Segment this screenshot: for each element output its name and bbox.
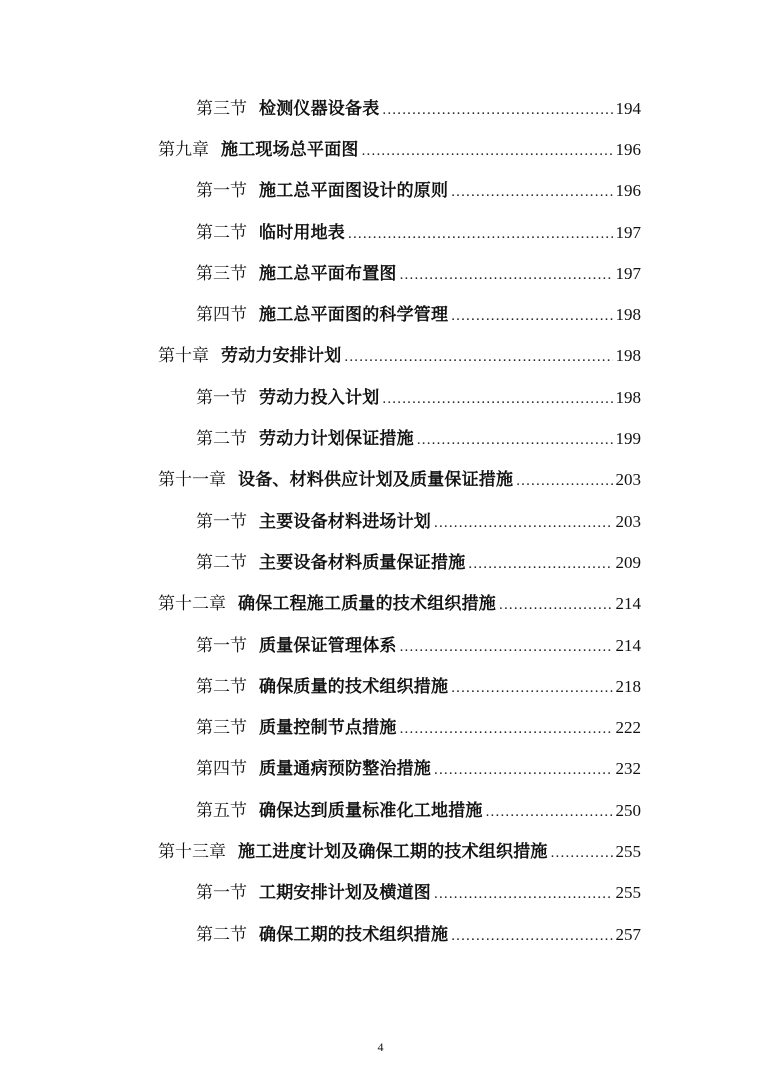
toc-entry-page-number: 222 (615, 718, 641, 738)
toc-dot-leader (382, 103, 612, 118)
toc-entry-page-number: 203 (615, 511, 641, 531)
toc-section-entry[interactable] (0, 707, 761, 748)
toc-section-entry[interactable] (0, 790, 761, 831)
table-of-contents (0, 88, 761, 955)
toc-section-entry[interactable] (0, 294, 761, 335)
toc-entry-page-number: 197 (615, 263, 641, 283)
toc-entry-number: 第十章 (158, 346, 209, 367)
toc-dot-leader (362, 144, 613, 159)
toc-entry-title: 劳动力投入计划 (259, 387, 380, 408)
toc-entry-number: 第九章 (158, 139, 209, 160)
toc-chapter-entry[interactable] (0, 460, 761, 501)
toc-entry-title: 工期安排计划及横道图 (259, 883, 431, 904)
toc-entry-number: 第三节 (196, 718, 247, 739)
toc-dot-leader (516, 474, 612, 489)
toc-entry-page-number: 209 (615, 552, 641, 572)
toc-dot-leader (434, 516, 613, 531)
toc-dot-leader (434, 763, 613, 778)
toc-entry-number: 第一节 (196, 181, 247, 202)
toc-dot-leader (486, 805, 613, 820)
toc-entry-number: 第二节 (196, 429, 247, 450)
toc-section-entry[interactable] (0, 542, 761, 583)
toc-entry-number: 第二节 (196, 552, 247, 573)
toc-dot-leader (344, 350, 612, 365)
toc-dot-leader (451, 681, 612, 696)
toc-entry-title: 确保达到质量标准化工地措施 (259, 800, 483, 821)
toc-entry-number: 第十一章 (158, 470, 226, 491)
toc-entry-page-number: 232 (615, 759, 641, 779)
toc-section-entry[interactable] (0, 171, 761, 212)
toc-entry-number: 第三节 (196, 98, 247, 119)
toc-section-entry[interactable] (0, 749, 761, 790)
toc-dot-leader (499, 598, 613, 613)
toc-entry-page-number: 214 (615, 594, 641, 614)
toc-entry-number: 第三节 (196, 263, 247, 284)
toc-entry-page-number: 214 (615, 635, 641, 655)
toc-dot-leader (382, 392, 612, 407)
toc-entry-page-number: 196 (615, 139, 641, 159)
toc-entry-number: 第二节 (196, 222, 247, 243)
toc-section-entry[interactable] (0, 873, 761, 914)
toc-section-entry[interactable] (0, 88, 761, 129)
toc-entry-number: 第一节 (196, 387, 247, 408)
toc-section-entry[interactable] (0, 253, 761, 294)
toc-entry-page-number: 255 (615, 841, 641, 861)
toc-entry-title: 主要设备材料质量保证措施 (259, 552, 466, 573)
toc-section-entry[interactable] (0, 377, 761, 418)
toc-entry-page-number: 198 (615, 387, 641, 407)
toc-entry-title: 检测仪器设备表 (259, 98, 380, 119)
toc-entry-page-number: 197 (615, 222, 641, 242)
toc-entry-page-number: 255 (615, 883, 641, 903)
toc-entry-page-number: 250 (615, 800, 641, 820)
toc-entry-page-number: 198 (615, 305, 641, 325)
toc-entry-title: 劳动力计划保证措施 (259, 429, 414, 450)
toc-entry-title: 确保质量的技术组织措施 (259, 676, 449, 697)
toc-section-entry[interactable] (0, 501, 761, 542)
toc-entry-title: 质量控制节点措施 (259, 718, 397, 739)
toc-entry-page-number: 257 (615, 924, 641, 944)
toc-dot-leader (400, 722, 613, 737)
toc-entry-title: 设备、材料供应计划及质量保证措施 (238, 470, 514, 491)
toc-dot-leader (400, 268, 613, 283)
toc-section-entry[interactable] (0, 666, 761, 707)
toc-chapter-entry[interactable] (0, 129, 761, 170)
toc-chapter-entry[interactable] (0, 336, 761, 377)
toc-dot-leader (451, 929, 612, 944)
toc-entry-number: 第十三章 (158, 841, 226, 862)
toc-entry-title: 确保工程施工质量的技术组织措施 (238, 594, 496, 615)
toc-entry-number: 第一节 (196, 511, 247, 532)
toc-section-entry[interactable] (0, 418, 761, 459)
toc-entry-page-number: 199 (615, 429, 641, 449)
toc-entry-title: 劳动力安排计划 (221, 346, 342, 367)
toc-section-entry[interactable] (0, 212, 761, 253)
toc-dot-leader (451, 185, 612, 200)
toc-entry-number: 第一节 (196, 635, 247, 656)
toc-dot-leader (348, 227, 613, 242)
toc-entry-page-number: 218 (615, 676, 641, 696)
toc-chapter-entry[interactable] (0, 584, 761, 625)
toc-entry-page-number: 196 (615, 181, 641, 201)
toc-entry-number: 第十二章 (158, 594, 226, 615)
toc-entry-number: 第五节 (196, 800, 247, 821)
toc-dot-leader (451, 309, 612, 324)
toc-entry-title: 施工进度计划及确保工期的技术组织措施 (238, 841, 548, 862)
toc-entry-page-number: 203 (615, 470, 641, 490)
toc-entry-title: 施工现场总平面图 (221, 139, 359, 160)
toc-dot-leader (400, 640, 613, 655)
toc-entry-title: 质量保证管理体系 (259, 635, 397, 656)
toc-entry-title: 施工总平面图设计的原则 (259, 181, 449, 202)
toc-dot-leader (551, 846, 613, 861)
toc-entry-number: 第四节 (196, 759, 247, 780)
toc-entry-number: 第一节 (196, 883, 247, 904)
toc-entry-title: 确保工期的技术组织措施 (259, 924, 449, 945)
toc-dot-leader (468, 557, 612, 572)
toc-entry-title: 施工总平面布置图 (259, 263, 397, 284)
toc-entry-title: 主要设备材料进场计划 (259, 511, 431, 532)
toc-entry-title: 质量通病预防整治措施 (259, 759, 431, 780)
toc-dot-leader (434, 887, 613, 902)
toc-section-entry[interactable] (0, 625, 761, 666)
page-number: 4 (377, 1040, 384, 1054)
toc-entry-title: 临时用地表 (259, 222, 345, 243)
toc-entry-number: 第二节 (196, 924, 247, 945)
toc-entry-page-number: 194 (615, 98, 641, 118)
toc-dot-leader (417, 433, 613, 448)
toc-section-entry[interactable] (0, 914, 761, 955)
toc-entry-number: 第四节 (196, 305, 247, 326)
toc-entry-page-number: 198 (615, 346, 641, 366)
toc-entry-title: 施工总平面图的科学管理 (259, 305, 449, 326)
toc-chapter-entry[interactable] (0, 831, 761, 872)
toc-entry-number: 第二节 (196, 676, 247, 697)
